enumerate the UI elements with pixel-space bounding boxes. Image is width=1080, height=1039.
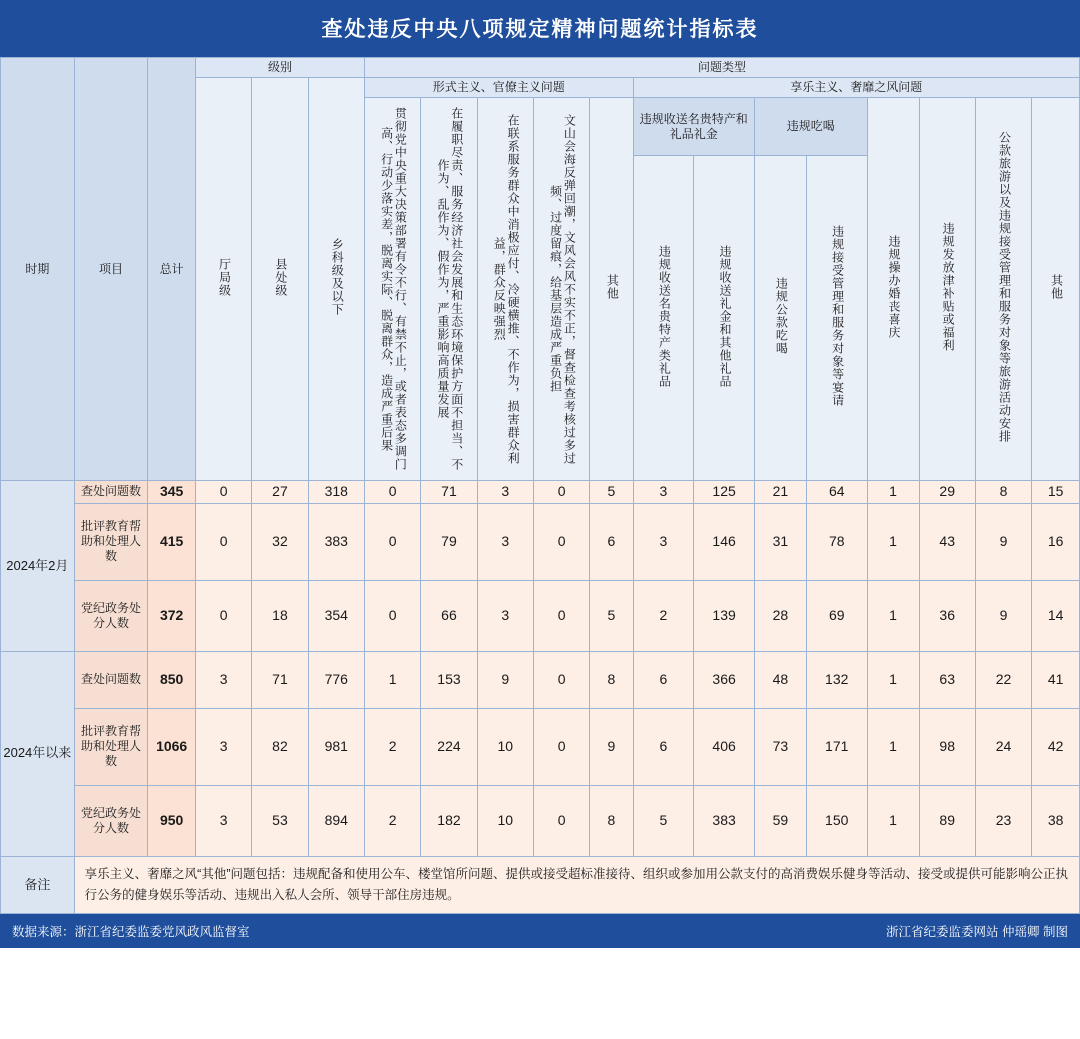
- cell-value: 28: [754, 580, 806, 651]
- cell-value: 8: [590, 651, 633, 708]
- page-title: 查处违反中央八项规定精神问题统计指标表: [0, 0, 1080, 57]
- cell-value: 10: [477, 708, 533, 785]
- cell-value: 1: [867, 785, 919, 856]
- cell-value: 3: [633, 503, 694, 580]
- statistics-table: [0, 57, 1080, 914]
- cell-value: 776: [308, 651, 364, 708]
- cell-value: 9: [590, 708, 633, 785]
- note-row: [1, 856, 1080, 914]
- cell-value: 69: [806, 580, 867, 651]
- cell-value: 32: [252, 503, 308, 580]
- cell-value: 78: [806, 503, 867, 580]
- cell-value: 73: [754, 708, 806, 785]
- cell-value: 6: [590, 503, 633, 580]
- header-hedonism-group: 享乐主义、奢靡之风问题: [633, 78, 1079, 98]
- cell-value: 82: [252, 708, 308, 785]
- cell-value: 36: [919, 580, 975, 651]
- cell-value: 182: [421, 785, 477, 856]
- cell-value: 71: [252, 651, 308, 708]
- cell-value: 31: [754, 503, 806, 580]
- note-label: 备注: [1, 856, 75, 914]
- cell-value: 0: [533, 503, 589, 580]
- cell-value: 0: [533, 651, 589, 708]
- table-row: [1, 580, 1080, 651]
- cell-value: 64: [806, 481, 867, 504]
- cell-value: 53: [252, 785, 308, 856]
- item-label: 党纪政务处分人数: [74, 785, 148, 856]
- cell-value: 59: [754, 785, 806, 856]
- footer-bar: [0, 914, 1080, 948]
- header-formalism-group: 形式主义、官僚主义问题: [364, 78, 633, 98]
- cell-value: 383: [308, 503, 364, 580]
- cell-value: 8: [975, 481, 1031, 504]
- cell-total: 950: [148, 785, 196, 856]
- cell-value: 5: [590, 580, 633, 651]
- cell-value: 9: [975, 580, 1031, 651]
- header-hedonism-other-col: 其他: [1032, 98, 1080, 481]
- cell-value: 16: [1032, 503, 1080, 580]
- cell-value: 132: [806, 651, 867, 708]
- cell-value: 63: [919, 651, 975, 708]
- item-label: 查处问题数: [74, 481, 148, 504]
- cell-value: 2: [364, 708, 420, 785]
- header-row-1: [1, 58, 1080, 78]
- cell-value: 18: [252, 580, 308, 651]
- header-level-group: 级别: [195, 58, 364, 78]
- cell-value: 48: [754, 651, 806, 708]
- header-level-ting: 厅局级: [195, 78, 251, 481]
- header-dining-col-2: 违规接受管理和服务对象等宴请: [806, 156, 867, 481]
- header-gift-group: 违规收送名贵特产和礼品礼金: [633, 98, 754, 156]
- cell-value: 139: [694, 580, 755, 651]
- header-period: 时期: [1, 58, 75, 481]
- cell-value: 38: [1032, 785, 1080, 856]
- cell-value: 21: [754, 481, 806, 504]
- cell-value: 43: [919, 503, 975, 580]
- cell-value: 6: [633, 708, 694, 785]
- cell-value: 1: [364, 651, 420, 708]
- cell-value: 0: [364, 580, 420, 651]
- data-source: 数据来源：浙江省纪委监委党风政风监督室: [12, 925, 250, 939]
- item-label: 批评教育帮助和处理人数: [74, 503, 148, 580]
- header-item: 项目: [74, 58, 148, 481]
- cell-value: 9: [477, 651, 533, 708]
- item-label: 查处问题数: [74, 651, 148, 708]
- header-dining-col-1: 违规公款吃喝: [754, 156, 806, 481]
- header-formalism-col-3: 在联系服务群众中消极应付、冷硬横推、不作为，损害群众利益，群众反映强烈: [477, 98, 533, 481]
- cell-value: 5: [590, 481, 633, 504]
- header-problem-type-group: 问题类型: [364, 58, 1079, 78]
- cell-value: 71: [421, 481, 477, 504]
- cell-value: 0: [195, 503, 251, 580]
- cell-total: 1066: [148, 708, 196, 785]
- cell-total: 372: [148, 580, 196, 651]
- cell-value: 1: [867, 651, 919, 708]
- cell-value: 41: [1032, 651, 1080, 708]
- header-subsidy-col: 违规发放津补贴或福利: [919, 98, 975, 481]
- header-gift-col-2: 违规收送礼金和其他礼品: [694, 156, 755, 481]
- cell-value: 8: [590, 785, 633, 856]
- cell-value: 89: [919, 785, 975, 856]
- table-row: [1, 651, 1080, 708]
- cell-value: 2: [633, 580, 694, 651]
- header-travel-col: 公款旅游以及违规接受管理和服务对象等旅游活动安排: [975, 98, 1031, 481]
- cell-value: 153: [421, 651, 477, 708]
- cell-value: 1: [867, 708, 919, 785]
- cell-value: 5: [633, 785, 694, 856]
- cell-value: 171: [806, 708, 867, 785]
- table-row: [1, 481, 1080, 504]
- cell-value: 3: [477, 481, 533, 504]
- cell-value: 0: [364, 503, 420, 580]
- item-label: 党纪政务处分人数: [74, 580, 148, 651]
- cell-value: 14: [1032, 580, 1080, 651]
- cell-value: 23: [975, 785, 1031, 856]
- note-text: 享乐主义、奢靡之风“其他”问题包括：违规配备和使用公车、楼堂馆所问题、提供或接受超标准接待、组织或参加用公款支付的高消费娱乐健身等活动、接受或提供可能影响公正执行公务的健身娱乐等活动、违规出入私人会所、领导干部住房违规。: [74, 856, 1079, 914]
- header-level-xiang: 乡科级及以下: [308, 78, 364, 481]
- cell-value: 2: [364, 785, 420, 856]
- header-formalism-col-4: 文山会海反弹回潮，文风会风不实不正，督查检查考核过多过频、过度留痕，给基层造成严重负担: [533, 98, 589, 481]
- cell-value: 3: [633, 481, 694, 504]
- cell-value: 6: [633, 651, 694, 708]
- cell-total: 345: [148, 481, 196, 504]
- cell-value: 9: [975, 503, 1031, 580]
- cell-value: 0: [364, 481, 420, 504]
- cell-value: 150: [806, 785, 867, 856]
- header-formalism-col-2: 在履职尽责、服务经济社会发展和生态环境保护方面不担当、不作为、乱作为、假作为，严重影响高质量发展: [421, 98, 477, 481]
- cell-value: 146: [694, 503, 755, 580]
- cell-value: 3: [195, 708, 251, 785]
- cell-value: 981: [308, 708, 364, 785]
- item-label: 批评教育帮助和处理人数: [74, 708, 148, 785]
- header-wedding-col: 违规操办婚丧喜庆: [867, 98, 919, 481]
- cell-value: 24: [975, 708, 1031, 785]
- cell-value: 366: [694, 651, 755, 708]
- cell-value: 894: [308, 785, 364, 856]
- cell-value: 3: [477, 580, 533, 651]
- cell-total: 415: [148, 503, 196, 580]
- period-2024-02: 2024年2月: [1, 481, 75, 652]
- header-total: 总计: [148, 58, 196, 481]
- cell-value: 29: [919, 481, 975, 504]
- cell-value: 3: [195, 785, 251, 856]
- cell-value: 3: [195, 651, 251, 708]
- cell-value: 1: [867, 580, 919, 651]
- header-formalism-col-1: 贯彻党中央重大决策部署有令不行、有禁不止，或者表态多调门高、行动少落实差，脱离实际、脱离群众，造成严重后果: [364, 98, 420, 481]
- cell-value: 318: [308, 481, 364, 504]
- cell-value: 42: [1032, 708, 1080, 785]
- cell-value: 406: [694, 708, 755, 785]
- table-row: [1, 708, 1080, 785]
- cell-value: 0: [533, 785, 589, 856]
- cell-value: 15: [1032, 481, 1080, 504]
- header-gift-col-1: 违规收送名贵特产类礼品: [633, 156, 694, 481]
- cell-value: 0: [533, 708, 589, 785]
- cell-value: 1: [867, 481, 919, 504]
- header-formalism-col-other: 其他: [590, 98, 633, 481]
- header-level-xian: 县处级: [252, 78, 308, 481]
- cell-value: 0: [533, 580, 589, 651]
- cell-value: 0: [195, 481, 251, 504]
- cell-value: 66: [421, 580, 477, 651]
- cell-value: 10: [477, 785, 533, 856]
- cell-value: 3: [477, 503, 533, 580]
- cell-value: 0: [533, 481, 589, 504]
- table-row: [1, 785, 1080, 856]
- cell-value: 27: [252, 481, 308, 504]
- cell-value: 354: [308, 580, 364, 651]
- cell-value: 22: [975, 651, 1031, 708]
- cell-value: 98: [919, 708, 975, 785]
- cell-total: 850: [148, 651, 196, 708]
- cell-value: 383: [694, 785, 755, 856]
- cell-value: 0: [195, 580, 251, 651]
- cell-value: 125: [694, 481, 755, 504]
- cell-value: 224: [421, 708, 477, 785]
- table-row: [1, 503, 1080, 580]
- cell-value: 1: [867, 503, 919, 580]
- header-dining-group: 违规吃喝: [754, 98, 867, 156]
- credit: 浙江省纪委监委网站 仲瑶卿 制图: [886, 925, 1068, 939]
- period-2024-ytd: 2024年以来: [1, 651, 75, 856]
- cell-value: 79: [421, 503, 477, 580]
